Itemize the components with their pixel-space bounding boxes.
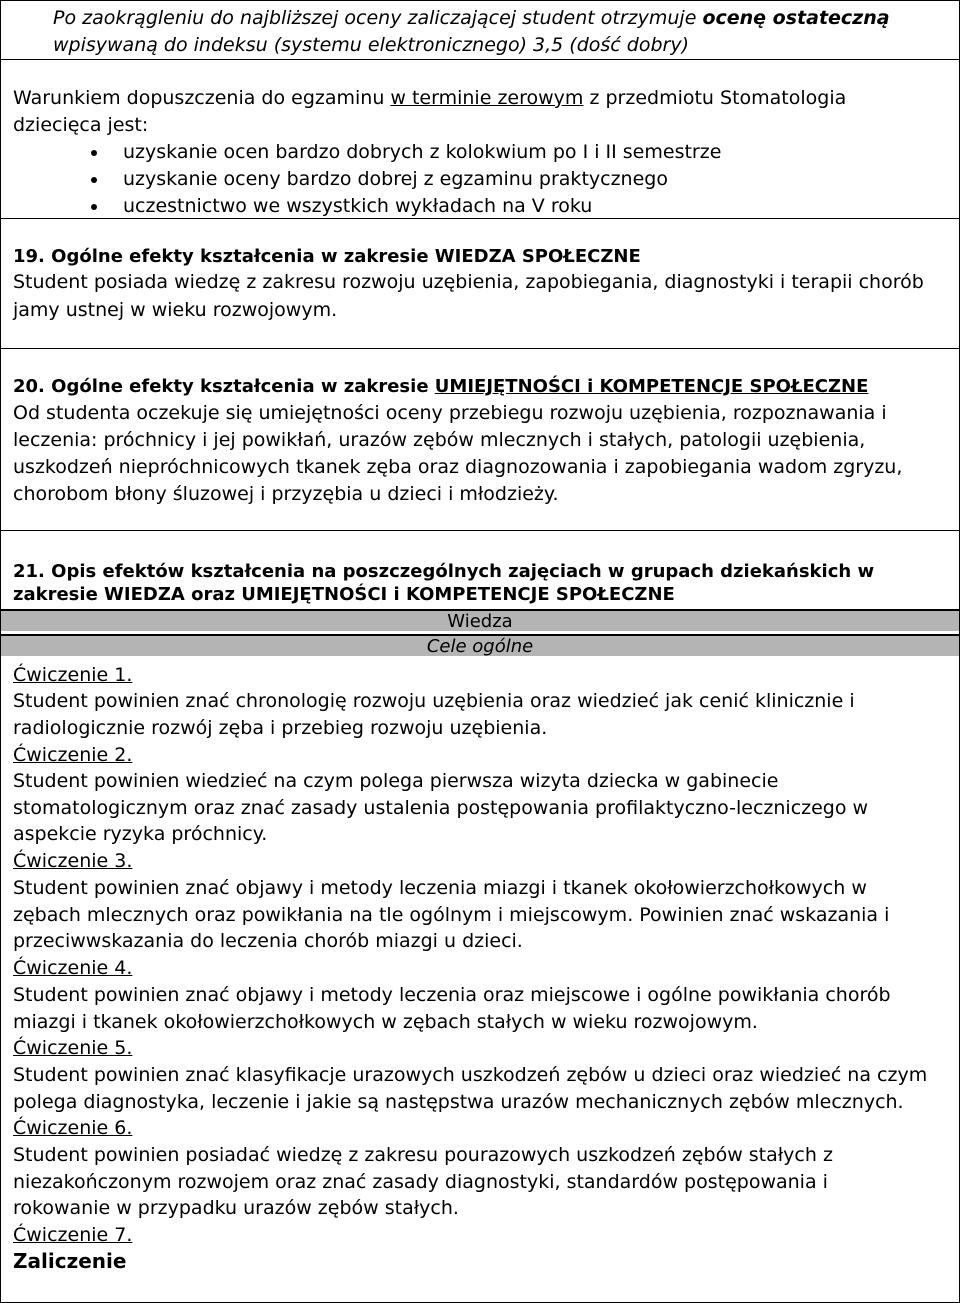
bullet-icon (91, 177, 97, 183)
admission-suffix: z przedmiotu Stomatologia (583, 87, 847, 109)
section-21-box (0, 530, 960, 1303)
exercise-1-line-2: radiologicznie rozwój zęba i przebieg rozwoju uzębienia. (13, 717, 548, 739)
section-20-line-4: chorobom błony śluzowej i przyzębia u dzieci i młodzieży. (13, 483, 559, 505)
final-grade-emphasis: ocenę ostateczną (702, 7, 890, 29)
admission-prefix: Warunkiem dopuszczenia do egzaminu (13, 87, 391, 109)
exercise-5-line-2: polega diagnostyka, leczenie i jakie są następstwa urazów mechanicznych zębów mlecznych. (13, 1091, 904, 1113)
section-19-line-1: Student posiada wiedzę z zakresu rozwoju uzębienia, zapobiegania, diagnostyki i terapii chorób (13, 271, 924, 293)
section-20-title-underlined: UMIEJĘTNOŚCI i KOMPETENCJE SPOŁECZNE (434, 376, 869, 397)
exercise-2-label: Ćwiczenie 2. (13, 744, 133, 766)
table-footer: Zaliczenie (13, 1249, 127, 1273)
exercise-6-line-2: niezakończonym rozwojem oraz znać zasady diagnostyki, standardów postępowania i (13, 1171, 828, 1193)
exercise-2-line-2: stomatologicznym oraz znać zasady ustalenia postępowania profilaktyczno-leczniczego w (13, 797, 869, 819)
exercise-2-line-3: aspekcie ryzyka próchnicy. (13, 823, 268, 845)
exercise-3-line-1: Student powinien znać objawy i metody leczenia miazgi i tkanek okołowierzchołkowych w (13, 877, 867, 899)
exercise-3-line-2: zębach mlecznych oraz powikłania na tle ogólnym i miejscowym. Powinien znać wskazania i (13, 904, 890, 926)
exercise-4-line-1: Student powinien znać objawy i metody leczenia oraz miejscowe i ogólne powikłania chorób (13, 984, 891, 1006)
admission-bullet-3: uczestnictwo we wszystkich wykładach na V roku (123, 195, 593, 217)
final-grade-line-1 (53, 5, 890, 31)
exercise-6-line-3: rokowanie w przypadku urazów zębów stałych. (13, 1197, 459, 1219)
section-21-title-line-1: 21. Opis efektów kształcenia na poszczególnych zajęciach w grupach dziekańskich w (13, 561, 875, 582)
section-19-line-2: jamy ustnej w wieku rozwojowym. (13, 299, 338, 321)
exercise-2-line-1: Student powinien wiedzieć na czym polega pierwsza wizyta dziecka w gabinecie (13, 770, 779, 792)
exercise-5-label: Ćwiczenie 5. (13, 1037, 133, 1059)
admission-line-1 (13, 85, 846, 111)
section-19-title: 19. Ogólne efekty kształcenia w zakresie WIEDZA SPOŁECZNE (13, 246, 641, 267)
exercise-3-label: Ćwiczenie 3. (13, 850, 133, 872)
table-header: Wiedza (447, 611, 513, 632)
exercise-7-label: Ćwiczenie 7. (13, 1224, 133, 1246)
bullet-icon (91, 150, 97, 156)
section-20-title (13, 376, 868, 398)
table-subheader: Cele ogólne (426, 636, 534, 657)
exercise-1-line-1: Student powinien znać chronologię rozwoju uzębienia oraz wiedzieć jak cenić klinicznie i (13, 690, 855, 712)
admission-underlined: w terminie zerowym (390, 87, 584, 109)
admission-bullet-1: uzyskanie ocen bardzo dobrych z kolokwium po I i II semestrze (123, 141, 722, 163)
section-20-line-3: uszkodzeń niepróchnicowych tkanek zęba oraz diagnozowania i zapobiegania wadom zgryzu, (13, 456, 903, 478)
section-20-line-1: Od studenta oczekuje się umiejętności oceny przebiegu rozwoju uzębienia, rozpoznawania i (13, 402, 887, 424)
exercise-3-line-3: przeciwwskazania do leczenia chorób miazgi u dzieci. (13, 930, 523, 952)
bullet-icon (91, 204, 97, 210)
exercise-4-line-2: miazgi i tkanek okołowierzchołkowych w zębach stałych w wieku rozwojowym. (13, 1011, 758, 1033)
exercise-1-label: Ćwiczenie 1. (13, 664, 133, 686)
exercise-5-line-1: Student powinien znać klasyfikacje urazowych uszkodzeń zębów u dzieci oraz wiedzieć na czym (13, 1064, 928, 1086)
admission-box (0, 59, 960, 219)
exercise-6-line-1: Student powinien posiadać wiedzę z zakresu pourazowych uszkodzeń zębów stałych z (13, 1144, 833, 1166)
admission-line-2: dziecięca jest: (13, 114, 149, 136)
final-grade-line-2: wpisywaną do indeksu (systemu elektronicznego) 3,5 (dość dobry) (53, 34, 689, 56)
final-grade-prefix: Po zaokrągleniu do najbliższej oceny zaliczającej student otrzymuje (53, 7, 703, 29)
admission-bullet-2: uzyskanie oceny bardzo dobrej z egzaminu praktycznego (123, 168, 668, 190)
section-20-title-prefix: 20. Ogólne efekty kształcenia w zakresie (13, 376, 435, 397)
exercise-4-label: Ćwiczenie 4. (13, 957, 133, 979)
section-19-box (0, 218, 960, 349)
section-21-title-line-2: zakresie WIEDZA oraz UMIEJĘTNOŚCI i KOMPETENCJE SPOŁECZNE (13, 584, 675, 605)
exercise-6-label: Ćwiczenie 6. (13, 1117, 133, 1139)
final-grade-box (0, 0, 960, 60)
section-20-line-2: leczenia: próchnicy i jej powikłań, urazów zębów mlecznych i stałych, patologii uzębienia, (13, 429, 866, 451)
section-20-box (0, 348, 960, 531)
